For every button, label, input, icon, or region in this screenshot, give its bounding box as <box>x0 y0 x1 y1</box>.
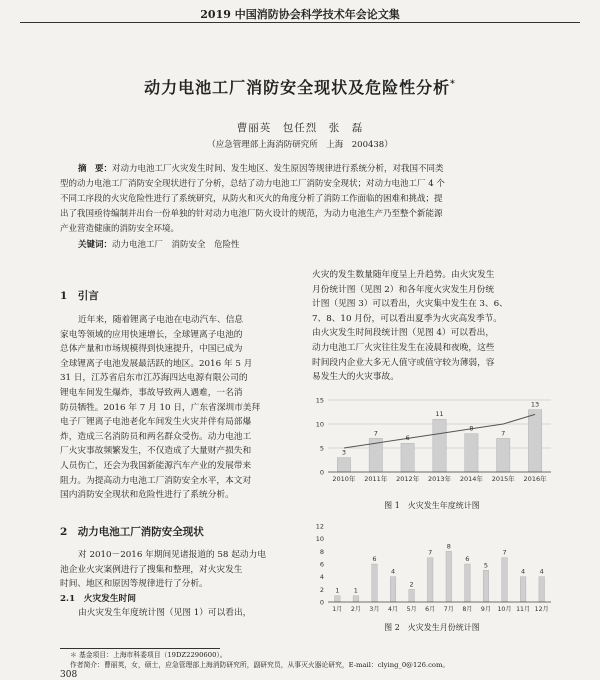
y-tick-label: 5 <box>319 444 324 453</box>
bar <box>353 596 359 602</box>
bar <box>465 434 478 472</box>
right-column-body <box>312 268 552 385</box>
y-tick-label: 4 <box>319 573 324 582</box>
data-label: 5 <box>483 561 489 570</box>
bar <box>483 570 489 602</box>
data-label: 7 <box>502 548 507 557</box>
x-tick-label: 6月 <box>425 606 436 613</box>
body-line: 国内消防安全现状和危险性进行了系统分析。 <box>60 490 234 501</box>
data-label: 13 <box>530 400 540 409</box>
abstract-line: 摘 要：对动力电池工厂火灾发生时间、发生地区、发生原因等规律进行系统分析，对我国不同类 <box>78 164 444 174</box>
data-label: 6 <box>405 434 410 443</box>
keywords-label: 关键词： <box>78 240 113 250</box>
bar <box>409 589 415 602</box>
x-tick-label: 2012年 <box>396 475 420 483</box>
footnote-fund: ＊ 基金项目：上海市科委项目（19DZ2290600）。 <box>70 651 227 659</box>
figure-1-caption: 图 1 火灾发生年度统计图 <box>384 501 480 510</box>
data-label: 1 <box>335 586 340 595</box>
abstract-line: 出了我国亟待编制并出台一份单独的针对动力电池厂防火设计的规范，为动力电池生产乃至整个新能源 <box>60 209 443 219</box>
body-line: 对 2010－2016 年期间见诸报道的 58 起动力电 <box>78 550 266 560</box>
body-line: 动力电池工厂火灾往往发生在凌晨和夜晚，这些 <box>312 342 495 353</box>
body-line: 7、8、10 月份，可以看出夏季为火灾高发季节。 <box>312 313 502 324</box>
bar <box>502 558 508 602</box>
footnote-rule <box>60 648 220 649</box>
body-line: 炸，造成三名消防员和两名群众受伤。动力电池工 <box>60 431 252 442</box>
y-tick-label: 6 <box>319 560 324 569</box>
body-line: 由火灾发生年度统计图（见图 1）可以看出， <box>78 608 252 619</box>
paper-title <box>0 75 600 98</box>
data-label: 4 <box>390 567 396 576</box>
body-line: 易发生大的火灾事故。 <box>312 372 399 383</box>
body-line: 锂电车间发生爆炸，事故导致两人遇难，一名消 <box>60 387 243 398</box>
bar <box>433 419 446 472</box>
x-tick-label: 5月 <box>406 606 417 613</box>
abstract-line: 型的动力电池工厂消防安全现状进行了分析，总结了动力电池工厂消防安全现状；对动力电池工厂 4 个 <box>60 179 445 189</box>
y-tick-label: 8 <box>319 547 324 556</box>
x-tick-label: 2016年 <box>523 475 547 483</box>
figure-2-month-chart <box>306 518 556 618</box>
data-label: 7 <box>428 548 433 557</box>
bar <box>465 564 471 602</box>
data-label: 11 <box>435 410 444 419</box>
bar <box>528 410 541 472</box>
y-tick-label: 0 <box>319 598 324 607</box>
data-label: 3 <box>341 448 346 457</box>
bar <box>372 564 378 602</box>
body-line: 防员牺牲。2016 年 7 月 10 日，广东省深圳市美拜 <box>60 402 261 413</box>
figure-1-year-chart <box>306 392 556 492</box>
x-tick-label: 2014年 <box>459 475 483 483</box>
x-tick-label: 2011年 <box>364 475 388 483</box>
section-1-body <box>60 313 300 503</box>
x-tick-label: 9月 <box>480 606 492 613</box>
x-tick-label: 11月 <box>516 606 531 613</box>
bar <box>401 443 414 472</box>
section-2-body <box>60 548 300 621</box>
abstract-line: 产业营造健康的消防安全环境。 <box>60 224 180 234</box>
body-line: 时间段内企业大多无人值守或值守较为薄弱，容 <box>312 357 495 368</box>
abstract-label: 摘 要： <box>78 164 113 174</box>
figure-2-caption: 图 2 火灾发生月份统计图 <box>384 623 480 632</box>
body-line: 总体产量和市场规模得到快速提升，中国已成为 <box>60 344 243 355</box>
body-line: 家电等领域的应用快速增长，全球锂离子电池的 <box>60 329 243 340</box>
body-line: 火灾的发生数量随年度呈上升趋势。由火灾发生 <box>312 270 495 280</box>
y-tick-label: 0 <box>319 468 324 477</box>
abstract-line: 不同工序段的火灾危险性进行了系统研究，从防火和灭火的角度分析了消防工作面临的困难和挑战；提 <box>60 194 443 204</box>
keywords <box>78 238 240 250</box>
data-label: 2 <box>409 580 414 589</box>
keywords-text: 动力电池工厂 消防安全 危险性 <box>112 240 240 250</box>
body-line: 月份统计图（见图 2）和各年度火灾发生月份统 <box>312 284 495 295</box>
body-line: 电子厂锂离子电池老化车间发生火灾并伴有局部爆 <box>60 417 252 428</box>
body-line: 近年来，随着锂离子电池在电动汽车、信息 <box>78 315 244 325</box>
data-label: 4 <box>539 567 544 576</box>
x-tick-label: 10月 <box>497 606 512 613</box>
body-line: 阻力。为提高动力电池工厂消防安全水平，本文对 <box>60 475 252 486</box>
affiliation: （应急管理部上海消防研究所 上海 200438） <box>207 140 393 150</box>
x-tick-label: 1月 <box>332 606 343 613</box>
y-tick-label: 12 <box>315 522 324 531</box>
data-label: 6 <box>465 555 470 563</box>
bar <box>539 577 545 602</box>
running-head: 2019 中国消防协会科学技术年会论文集 <box>200 8 400 21</box>
data-label: 7 <box>501 429 506 438</box>
x-tick-label: 3月 <box>369 606 380 613</box>
data-label: 8 <box>469 424 474 433</box>
subsection-heading: 2.1 火灾发生时间 <box>60 593 136 604</box>
abstract <box>60 162 546 237</box>
bar <box>337 458 350 472</box>
page-number: 308 <box>60 670 78 680</box>
body-line: 人员伤亡，还会为我国新能源汽车产业的发展带来 <box>60 460 252 471</box>
section-1-heading: 1 引言 <box>60 290 99 302</box>
x-tick-label: 2015年 <box>491 475 515 483</box>
body-line: 计图（见图 3）可以看出，火灾集中发生在 3、6、 <box>312 299 508 310</box>
data-label: 8 <box>446 542 451 551</box>
bar <box>335 596 341 602</box>
y-tick-label: 10 <box>315 420 324 429</box>
authors: 曹丽英 包任烈 张 磊 <box>236 122 364 134</box>
x-tick-label: 4月 <box>387 606 399 613</box>
data-label: 7 <box>373 429 378 438</box>
body-line: 池企业火灾案例进行了搜集和整理，对火灾发生 <box>60 564 243 575</box>
data-label: 4 <box>521 567 526 576</box>
body-line: 全球锂离子电池发展最活跃的地区。2016 年 5 月 <box>60 358 253 369</box>
header-rule <box>20 22 580 23</box>
title-footnote-mark: * <box>450 79 456 90</box>
x-tick-label: 2013年 <box>427 475 452 483</box>
x-tick-label: 2010年 <box>332 475 356 483</box>
x-tick-label: 8月 <box>462 606 473 613</box>
data-label: 6 <box>372 555 377 563</box>
x-tick-label: 12月 <box>534 606 549 613</box>
x-tick-label: 2月 <box>350 606 361 613</box>
y-tick-label: 15 <box>315 396 324 405</box>
data-label: 1 <box>353 586 358 595</box>
x-tick-label: 7月 <box>443 606 454 613</box>
body-line: 31 日，江苏省启东市江苏海四达电源有限公司的 <box>60 373 248 384</box>
y-tick-label: 2 <box>319 585 324 594</box>
bar <box>390 577 396 602</box>
bar <box>497 438 510 472</box>
title-text: 动力电池工厂消防安全现状及危险性分析 <box>144 78 451 97</box>
body-line: 厂火灾事故频繁发生，不仅造成了大量财产损失和 <box>60 446 252 457</box>
body-line: 由火灾发生时间段统计图（见图 4）可以看出， <box>312 328 495 339</box>
bar <box>427 558 433 602</box>
bar <box>446 551 452 602</box>
section-2-heading: 2 动力电池工厂消防安全现状 <box>60 526 204 538</box>
body-line: 时间、地区和原因等规律进行了分析。 <box>60 579 208 590</box>
y-tick-label: 10 <box>315 535 324 544</box>
footnote-author: 作者简介：曹丽英，女，硕士，应急管理部上海消防研究所，副研究员，从事灭火器论研究，E-mail：clying_0@126.com。 <box>70 661 450 669</box>
bar <box>520 577 526 602</box>
